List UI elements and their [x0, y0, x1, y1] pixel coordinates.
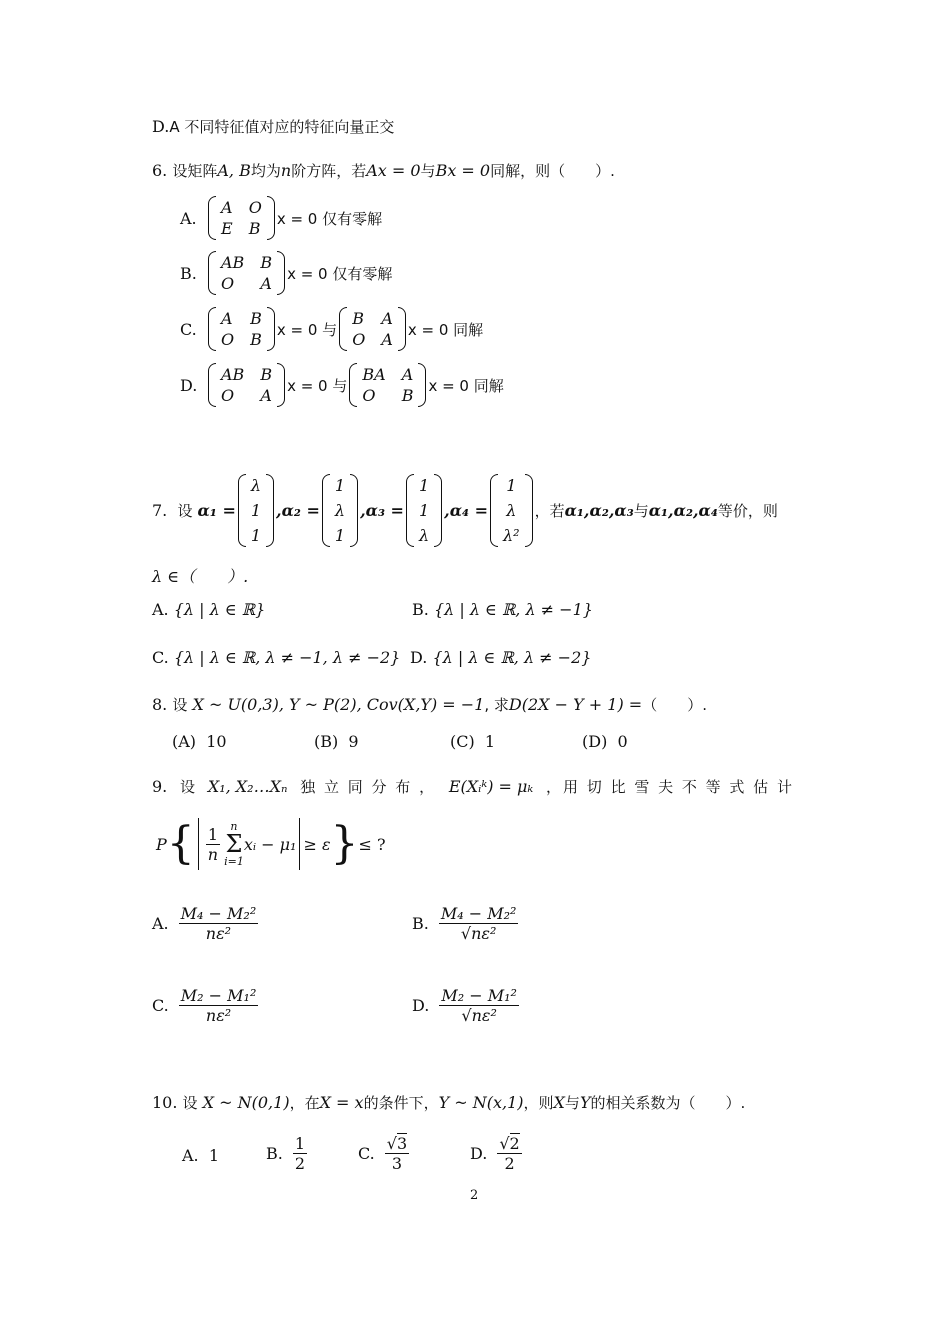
vector-entry: 1: [418, 476, 430, 495]
fraction-numerator: M₄ − M₂²: [180, 904, 257, 923]
matrix-cell: B: [250, 309, 262, 328]
stem-text: 均为: [250, 162, 281, 180]
stem-text: 等价，则: [717, 502, 778, 520]
matrix-cell: O: [248, 198, 262, 217]
column-vector: [406, 474, 442, 547]
option-label: B.: [180, 263, 197, 283]
option-label: D.: [152, 117, 170, 136]
vector-entry: 1: [334, 526, 346, 545]
q7-stem: [152, 474, 778, 547]
fraction: [179, 986, 259, 1025]
fraction-numerator: M₂ − M₁²: [441, 986, 517, 1005]
sum-symbol: Σ: [225, 830, 243, 858]
q9-option-b: [412, 904, 522, 943]
question-number: 10.: [152, 1093, 178, 1112]
vector-set: α₁,α₂,α₃: [564, 501, 634, 520]
stem-math: D(2X − Y + 1) =: [508, 695, 643, 714]
q6-option-c: [180, 307, 483, 351]
abs-bar: [198, 818, 199, 870]
option-label: A.: [180, 208, 197, 228]
prev-option-d: [152, 116, 394, 137]
option-text: x = 0 同解: [407, 320, 484, 339]
matrix-cell: A: [401, 365, 414, 384]
stem-text: ，则: [523, 1094, 554, 1112]
block-matrix: [339, 307, 406, 351]
stem-text: 设: [182, 1094, 198, 1112]
q8-option-c: [450, 732, 495, 751]
probability-symbol: P: [156, 834, 167, 854]
matrix-cell: A: [260, 386, 272, 405]
stem-math: A, B: [217, 161, 251, 180]
fraction: [497, 1134, 521, 1173]
matrix-cell: A: [221, 198, 233, 217]
q7-option-c: [152, 648, 400, 667]
q7-stem-line2: λ ∈（ ）.: [152, 567, 249, 586]
sqrt-sign: √: [499, 1134, 510, 1153]
matrix-cell: O: [221, 330, 235, 349]
matrix-cell: A: [381, 330, 393, 349]
right-brace: }: [330, 818, 359, 869]
option-label: D.: [470, 1144, 488, 1163]
question-number: 7.: [152, 501, 168, 520]
matrix-cell: B: [260, 253, 273, 272]
vector-entry: λ: [418, 526, 430, 545]
q10-option-d: [470, 1134, 526, 1173]
formula-inequality: ≥ ε: [303, 834, 331, 854]
option-text: x = 0 与: [287, 376, 348, 395]
vector-entry: λ²: [503, 526, 520, 545]
matrix-cell: O: [352, 330, 366, 349]
q8-option-b: [314, 732, 359, 751]
sqrt-radicand: nε²: [471, 924, 497, 943]
sqrt-sign: √: [386, 1134, 397, 1153]
q6-option-b: [180, 251, 392, 295]
option-text: x = 0 同解: [428, 376, 504, 395]
block-matrix: [208, 363, 285, 407]
fraction: [439, 986, 519, 1025]
q10-stem: [152, 1092, 745, 1113]
option-text: {λ | λ ∈ ℝ, λ ≠ −1, λ ≠ −2}: [173, 648, 401, 667]
stem-math: X ~ U(0,3), Y ~ P(2), Cov(X,Y) = −1: [192, 695, 485, 714]
summation: [224, 821, 244, 867]
q8-stem: [152, 694, 707, 715]
fraction-numerator: 1: [207, 824, 219, 844]
matrix-cell: B: [401, 386, 414, 405]
vector-name: ,α₂ =: [276, 501, 320, 520]
matrix-cell: O: [221, 386, 235, 405]
matrix-cell: B: [248, 219, 261, 238]
stem-math: X ~ N(0,1): [202, 1093, 290, 1112]
q9-stem: [152, 776, 794, 797]
fraction: [385, 1134, 409, 1173]
fraction-denominator: 2: [504, 1154, 515, 1173]
stem-math: n: [280, 161, 292, 180]
block-matrix: [349, 363, 426, 407]
option-text: 1: [484, 732, 496, 751]
option-label: C.: [180, 319, 197, 339]
option-label: A.: [152, 914, 169, 933]
stem-text: 与: [564, 1094, 580, 1112]
matrix-cell: O: [221, 274, 235, 293]
fraction-denominator: nε²: [205, 924, 232, 943]
q10-option-a: [182, 1146, 219, 1165]
fraction-numerator: 1: [294, 1134, 306, 1153]
option-label: A.: [152, 600, 169, 619]
fraction-denominator: 3: [391, 1154, 403, 1173]
abs-bar: [299, 818, 300, 870]
stem-math: Bx = 0: [435, 161, 491, 180]
matrix-cell: B: [250, 330, 262, 349]
option-label: B.: [266, 1144, 283, 1163]
matrix-cell: AB: [221, 253, 245, 272]
stem-math: X = x: [319, 1093, 364, 1112]
vector-entry: 1: [250, 501, 262, 520]
matrix-cell: E: [221, 219, 233, 238]
matrix-cell: B: [352, 309, 364, 328]
matrix-cell: AB: [221, 365, 245, 384]
stem-math: E(Xᵢᵏ) = μₖ: [448, 777, 534, 796]
fraction-denominator: 2: [294, 1154, 306, 1173]
column-vector: [322, 474, 358, 547]
sqrt-sign: √: [461, 1006, 472, 1025]
stem-math: Ax = 0: [366, 161, 421, 180]
fraction: [293, 1134, 307, 1173]
q9-option-d: [412, 986, 523, 1025]
page-number: 2: [470, 1188, 479, 1203]
option-label: C.: [152, 996, 169, 1015]
option-label: D.: [410, 648, 428, 667]
stem-text: 独 立 同 分 布 ，: [300, 778, 437, 796]
option-text: {λ | λ ∈ ℝ}: [173, 600, 266, 619]
option-text: x = 0 仅有零解: [287, 264, 393, 283]
vector-name: α₁ =: [197, 501, 236, 520]
option-label: C.: [358, 1144, 375, 1163]
sqrt-radicand: 3: [396, 1134, 408, 1153]
stem-text: 设: [180, 778, 196, 796]
stem-text: ，用 切 比 雪 夫 不 等 式 估 计: [546, 778, 794, 796]
option-text: x = 0 仅有零解: [276, 209, 383, 228]
vector-entry: 1: [418, 501, 430, 520]
block-matrix: [208, 307, 275, 351]
vector-entry: 1: [334, 476, 346, 495]
option-label: C.: [152, 648, 169, 667]
sqrt-radicand: 2: [509, 1134, 520, 1153]
q9-option-c: [152, 986, 262, 1025]
stem-math: X: [553, 1093, 565, 1112]
q9-formula: [156, 818, 386, 870]
fraction-numerator: M₂ − M₁²: [180, 986, 257, 1005]
vector-entry: λ: [334, 501, 346, 520]
vector-name: ,α₄ =: [444, 501, 489, 520]
option-text: 9: [348, 732, 359, 751]
fraction: [179, 904, 259, 943]
sum-lower: i=1: [224, 855, 244, 868]
stem-text: 设: [172, 696, 188, 714]
matrix-cell: B: [260, 365, 273, 384]
option-label: D.: [180, 375, 198, 395]
option-label: B.: [412, 914, 429, 933]
stem-text: 设: [177, 502, 193, 520]
column-vector: [490, 474, 533, 547]
q7-option-d: [410, 648, 591, 667]
stem-text: （ ）.: [642, 696, 707, 714]
q10-option-c: [358, 1134, 413, 1173]
formula-end: ≤ ?: [358, 834, 386, 854]
q6-stem: [152, 160, 615, 181]
matrix-cell: A: [381, 309, 393, 328]
formula-inner: xᵢ − μ₁: [243, 834, 297, 854]
option-label: (C): [450, 732, 475, 751]
block-matrix: [208, 196, 275, 240]
q7-option-b: [412, 600, 593, 619]
q6-option-d: [180, 363, 504, 407]
q9-option-a: [152, 904, 262, 943]
fraction-numerator: M₄ − M₂²: [440, 904, 517, 923]
option-text: {λ | λ ∈ ℝ, λ ≠ −1}: [433, 600, 593, 619]
column-vector: [238, 474, 274, 547]
option-label: B.: [412, 600, 429, 619]
matrix-cell: O: [362, 386, 376, 405]
option-label: (D): [582, 732, 608, 751]
block-matrix: [208, 251, 285, 295]
matrix-cell: A: [221, 309, 233, 328]
question-number: 8.: [152, 695, 168, 714]
question-number: 9.: [152, 777, 168, 796]
stem-text: 阶方阵，若: [291, 162, 367, 180]
fraction-denominator: nε²: [205, 1006, 232, 1025]
stem-text: 与: [633, 502, 649, 520]
fraction: [206, 825, 220, 864]
sqrt-radicand: nε²: [471, 1006, 497, 1025]
vector-entry: 1: [250, 526, 262, 545]
stem-text: 同解，则（ ）.: [490, 162, 615, 180]
left-brace: {: [166, 818, 195, 869]
matrix-cell: A: [260, 274, 272, 293]
vector-entry: λ: [506, 501, 517, 520]
stem-text: 的相关系数为（ ）.: [590, 1094, 746, 1112]
option-text: 0: [617, 732, 628, 751]
option-text: A 不同特征值对应的特征向量正交: [169, 118, 395, 136]
fraction-denominator: [459, 924, 499, 943]
stem-text: ，在: [289, 1094, 320, 1112]
option-text: 10: [206, 732, 227, 751]
q8-option-a: [172, 732, 227, 751]
stem-math: Y ~ N(x,1): [438, 1093, 524, 1112]
option-text: 1: [208, 1146, 219, 1165]
sqrt-sign: √: [460, 924, 472, 943]
option-text: {λ | λ ∈ ℝ, λ ≠ −2}: [432, 648, 592, 667]
question-number: 6.: [152, 161, 168, 180]
q7-option-a: [152, 600, 265, 619]
fraction-denominator: [459, 1006, 499, 1025]
sum-upper: n: [230, 820, 238, 833]
stem-math: X₁, X₂…Xₙ: [207, 777, 288, 796]
stem-text: ，若: [534, 502, 565, 520]
matrix-cell: BA: [362, 365, 386, 384]
option-label: D.: [412, 996, 430, 1015]
stem-math: Y: [579, 1093, 591, 1112]
vector-set: α₁,α₂,α₄: [648, 501, 718, 520]
stem-text: , 求: [484, 696, 509, 714]
vector-entry: λ: [250, 476, 261, 495]
fraction: [439, 904, 519, 943]
stem-text: 的条件下，: [363, 1094, 439, 1112]
stem-text: 设矩阵: [172, 162, 218, 180]
vector-entry: 1: [506, 476, 517, 495]
option-label: (A): [172, 732, 197, 751]
q8-option-d: [582, 732, 628, 751]
option-text: x = 0 与: [276, 320, 338, 339]
option-label: A.: [182, 1146, 199, 1165]
option-label: (B): [314, 732, 339, 751]
q10-option-b: [266, 1134, 311, 1173]
q6-option-a: [180, 196, 382, 240]
vector-name: ,α₃ =: [360, 501, 404, 520]
fraction-denominator: n: [207, 844, 219, 864]
stem-text: 与: [420, 162, 436, 180]
